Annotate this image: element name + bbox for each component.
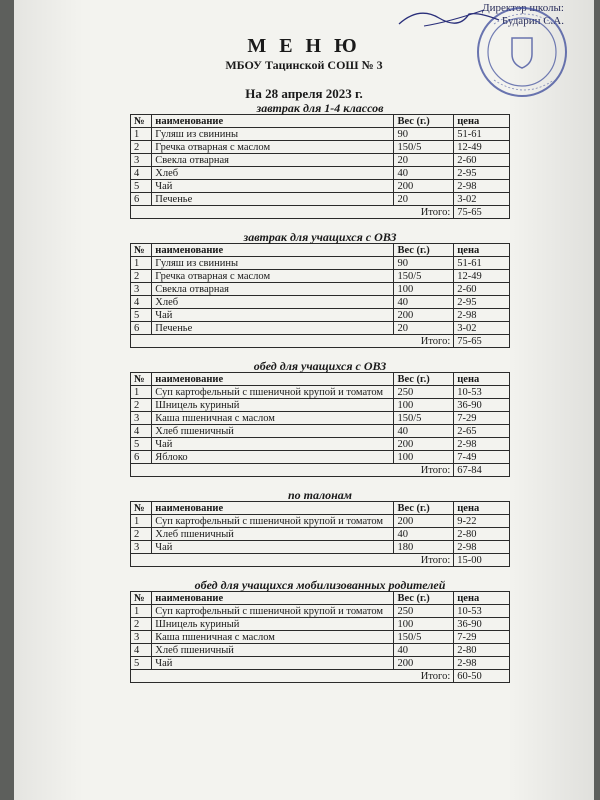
row-num: 2 [131,270,152,283]
row-num: 4 [131,644,152,657]
total-value: 75-65 [454,206,510,219]
dish-name: Каша пшеничная с маслом [152,412,394,425]
header-row [131,373,510,386]
dish-name: Свекла отварная [152,283,394,296]
header-num: № [131,502,152,515]
dish-weight: 40 [394,167,454,180]
dish-price: 2-98 [454,657,510,670]
section-title-row [131,100,510,115]
row-num: 2 [131,141,152,154]
dish-weight: 20 [394,193,454,206]
header-name: наименование [152,115,394,128]
dish-price: 2-80 [454,528,510,541]
dish-name: Шницель куриный [152,399,394,412]
dish-price: 2-95 [454,167,510,180]
dish-name: Шницель куриный [152,618,394,631]
total-label: Итого: [131,206,454,219]
row-num: 5 [131,657,152,670]
dish-weight: 150/5 [394,141,454,154]
table-row [131,386,510,399]
header-weight: Вес (г.) [394,115,454,128]
dish-weight: 90 [394,257,454,270]
table-row [131,425,510,438]
dish-name: Свекла отварная [152,154,394,167]
dish-weight: 40 [394,296,454,309]
header-weight: Вес (г.) [394,244,454,257]
header-num: № [131,592,152,605]
row-num: 1 [131,386,152,399]
row-num: 3 [131,541,152,554]
total-label: Итого: [131,464,454,477]
page-title: М Е Н Ю [247,35,361,57]
header-num: № [131,115,152,128]
header-num: № [131,244,152,257]
row-num: 1 [131,605,152,618]
dish-weight: 180 [394,541,454,554]
total-value: 67-84 [454,464,510,477]
section-title-row [131,358,510,373]
menu-sheet [14,0,594,800]
total-row [131,206,510,219]
row-num: 3 [131,631,152,644]
dish-price: 2-95 [454,296,510,309]
row-num: 3 [131,154,152,167]
table-row [131,631,510,644]
dish-weight: 20 [394,154,454,167]
section-title-row [131,577,510,592]
row-num: 2 [131,618,152,631]
header-name: наименование [152,373,394,386]
row-num: 3 [131,283,152,296]
dish-weight: 250 [394,386,454,399]
dish-price: 2-98 [454,438,510,451]
dish-weight: 40 [394,528,454,541]
dish-price: 2-98 [454,541,510,554]
dish-price: 10-53 [454,386,510,399]
dish-price: 2-65 [454,425,510,438]
total-value: 75-65 [454,335,510,348]
total-label: Итого: [131,670,454,683]
header-row [131,502,510,515]
dish-price: 12-49 [454,141,510,154]
row-num: 5 [131,438,152,451]
table-row [131,154,510,167]
dish-name: Печенье [152,322,394,335]
row-num: 3 [131,412,152,425]
table-row [131,438,510,451]
header-price: цена [454,502,510,515]
approval-director: Бударин С.А. [501,15,564,27]
header-price: цена [454,373,510,386]
section-gap [131,219,510,230]
section-gap [131,348,510,359]
dish-name: Суп картофельный с пшеничной крупой и томатом [152,515,394,528]
dish-name: Чай [152,541,394,554]
table-row [131,451,510,464]
table-row [131,657,510,670]
header-row [131,592,510,605]
dish-weight: 250 [394,605,454,618]
dish-name: Хлеб [152,167,394,180]
header-price: цена [454,592,510,605]
table-row [131,515,510,528]
table-row [131,528,510,541]
section-title: обед для учащихся мобилизованных родителей [131,577,510,592]
dish-weight: 40 [394,644,454,657]
dish-weight: 200 [394,438,454,451]
dish-price: 2-60 [454,283,510,296]
dish-name: Чай [152,309,394,322]
row-num: 2 [131,399,152,412]
row-num: 6 [131,193,152,206]
row-num: 6 [131,451,152,464]
dish-weight: 100 [394,283,454,296]
dish-price: 7-29 [454,412,510,425]
table-row [131,257,510,270]
table-row [131,399,510,412]
total-label: Итого: [131,554,454,567]
section-title: обед для учащихся с ОВЗ [131,358,510,373]
dish-price: 51-61 [454,257,510,270]
dish-price: 7-29 [454,631,510,644]
row-num: 5 [131,309,152,322]
dish-name: Хлеб [152,296,394,309]
section-title: завтрак для учащихся с ОВЗ [131,229,510,244]
school-name: МБОУ Тацинской СОШ № 3 [225,58,383,72]
dish-price: 2-60 [454,154,510,167]
header-num: № [131,373,152,386]
dish-price: 7-49 [454,451,510,464]
dish-weight: 90 [394,128,454,141]
dish-price: 2-98 [454,309,510,322]
header-name: наименование [152,592,394,605]
section-title-row [131,229,510,244]
dish-price: 3-02 [454,193,510,206]
dish-name: Суп картофельный с пшеничной крупой и томатом [152,605,394,618]
total-value: 60-50 [454,670,510,683]
table-row [131,193,510,206]
dish-price: 9-22 [454,515,510,528]
header-row [131,115,510,128]
dish-price: 10-53 [454,605,510,618]
section-gap [131,477,510,488]
menu-date: На 28 апреля 2023 г. [245,86,363,101]
dish-name: Хлеб пшеничный [152,528,394,541]
row-num: 4 [131,296,152,309]
dish-name: Хлеб пшеничный [152,425,394,438]
menu-table [130,100,510,683]
dish-name: Суп картофельный с пшеничной крупой и томатом [152,386,394,399]
dish-name: Гречка отварная с маслом [152,141,394,154]
dish-price: 51-61 [454,128,510,141]
dish-weight: 100 [394,451,454,464]
section-title-row [131,487,510,502]
row-num: 1 [131,257,152,270]
table-row [131,128,510,141]
dish-name: Гуляш из свинины [152,128,394,141]
table-row [131,541,510,554]
dish-weight: 200 [394,180,454,193]
dish-weight: 20 [394,322,454,335]
dish-weight: 200 [394,657,454,670]
total-row [131,464,510,477]
dish-name: Чай [152,438,394,451]
row-num: 5 [131,180,152,193]
dish-price: 36-90 [454,399,510,412]
row-num: 1 [131,515,152,528]
dish-name: Чай [152,657,394,670]
table-row [131,309,510,322]
header-weight: Вес (г.) [394,373,454,386]
dish-name: Яблоко [152,451,394,464]
header-name: наименование [152,244,394,257]
table-row [131,167,510,180]
total-row [131,670,510,683]
row-num: 1 [131,128,152,141]
table-row [131,270,510,283]
total-value: 15-00 [454,554,510,567]
header-row [131,244,510,257]
header-price: цена [454,244,510,257]
dish-weight: 100 [394,399,454,412]
dish-name: Хлеб пшеничный [152,644,394,657]
dish-name: Гречка отварная с маслом [152,270,394,283]
dish-price: 2-80 [454,644,510,657]
section-gap [131,567,510,578]
section-title: завтрак для 1-4 классов [131,100,510,115]
total-row [131,335,510,348]
dish-weight: 40 [394,425,454,438]
row-num: 6 [131,322,152,335]
table-row [131,180,510,193]
dish-weight: 150/5 [394,270,454,283]
total-label: Итого: [131,335,454,348]
dish-price: 36-90 [454,618,510,631]
dish-weight: 150/5 [394,631,454,644]
dish-weight: 100 [394,618,454,631]
row-num: 4 [131,425,152,438]
row-num: 2 [131,528,152,541]
header-weight: Вес (г.) [394,502,454,515]
dish-weight: 200 [394,515,454,528]
header-price: цена [454,115,510,128]
dish-price: 3-02 [454,322,510,335]
dish-price: 12-49 [454,270,510,283]
director-signature [394,2,514,32]
approval-title: Директор школы: [482,2,564,14]
row-num: 4 [131,167,152,180]
table-row [131,283,510,296]
header-name: наименование [152,502,394,515]
table-row [131,618,510,631]
total-row [131,554,510,567]
dish-name: Печенье [152,193,394,206]
dish-name: Чай [152,180,394,193]
section-title: по талонам [131,487,510,502]
dish-price: 2-98 [454,180,510,193]
dish-name: Гуляш из свинины [152,257,394,270]
header-weight: Вес (г.) [394,592,454,605]
table-row [131,644,510,657]
dish-weight: 150/5 [394,412,454,425]
dish-name: Каша пшеничная с маслом [152,631,394,644]
dish-weight: 200 [394,309,454,322]
table-row [131,605,510,618]
table-row [131,296,510,309]
table-row [131,322,510,335]
table-row [131,412,510,425]
table-row [131,141,510,154]
